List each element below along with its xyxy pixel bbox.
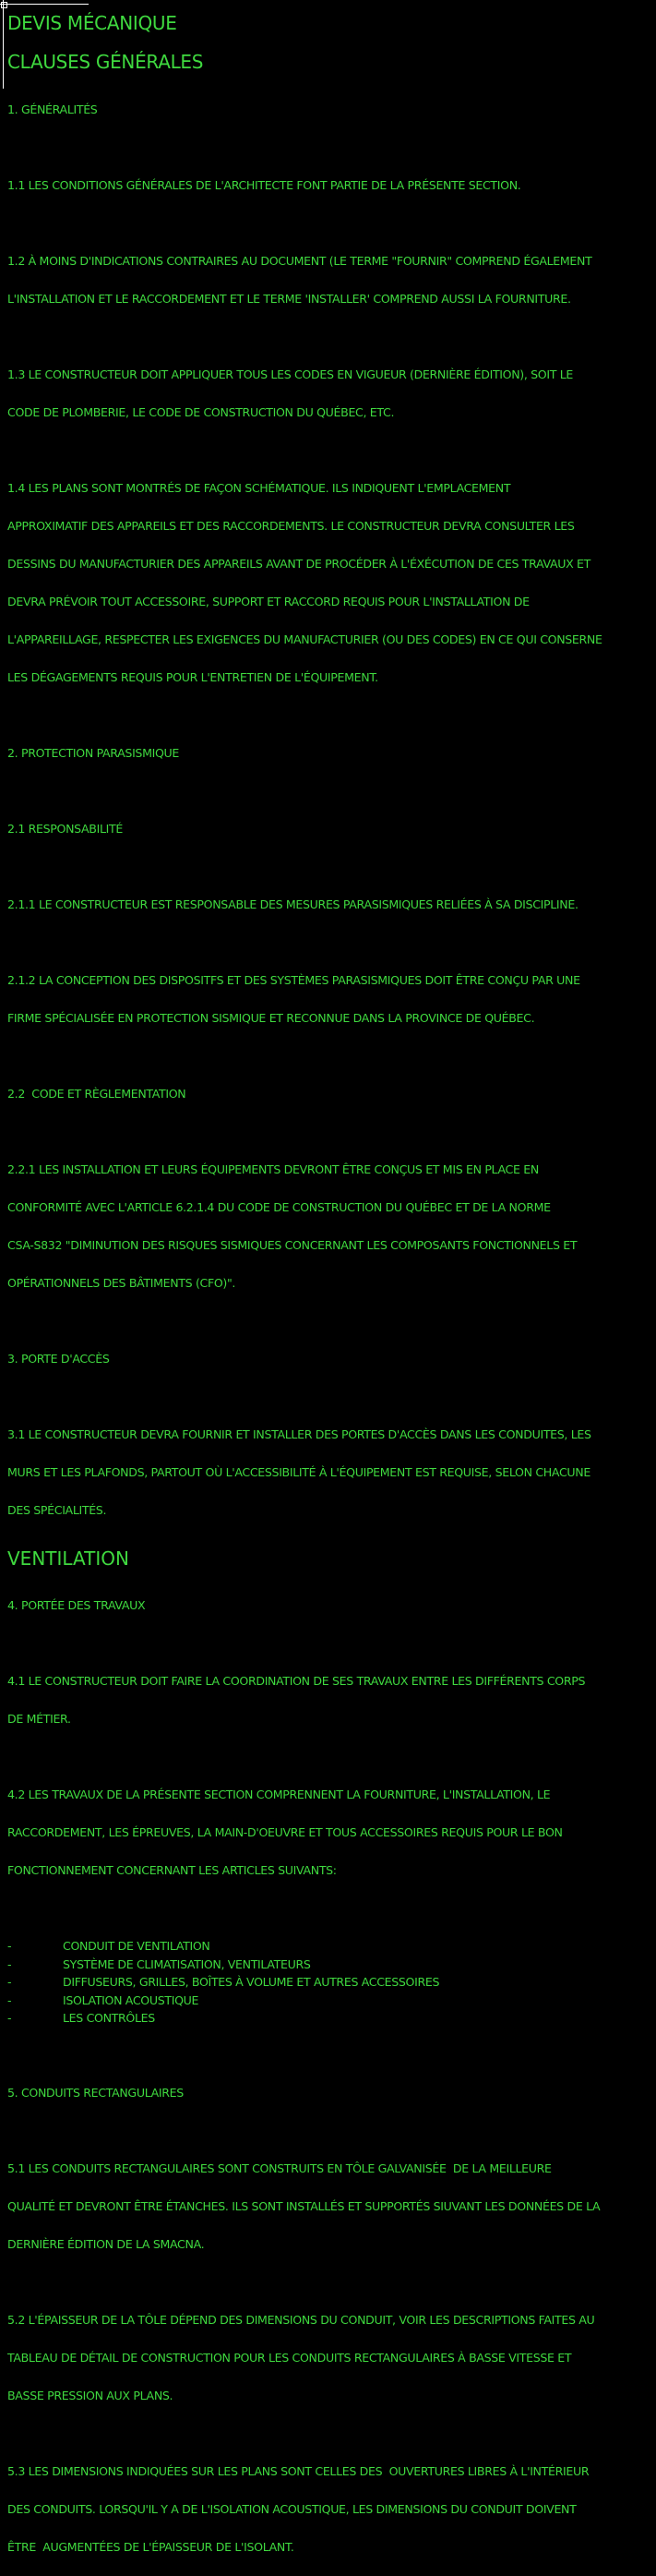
crosshair-cursor-vertical bbox=[3, 0, 4, 89]
list-item-label: LES CONTRÔLES bbox=[63, 2009, 155, 2028]
document-title[interactable]: DEVIS MÉCANIQUE bbox=[7, 9, 649, 37]
subsection-2-1-heading[interactable]: 2.1 RESPONSABILITÉ bbox=[7, 820, 649, 839]
clause-2-1-1[interactable]: 2.1.1 LE CONSTRUCTEUR EST RESPONSABLE DES MESURES PARASISMIQUES RELIÉES À SA DISCIPLINE. bbox=[7, 896, 649, 915]
ducts-text bbox=[7, 2028, 649, 2576]
subsection-2-2-heading[interactable]: 2.2 CODE ET RÈGLEMENTATION bbox=[7, 1085, 649, 1104]
list-item[interactable] bbox=[7, 2009, 649, 2028]
clause-1-4-line[interactable]: LES DÉGAGEMENTS REQUIS POUR L'ENTRETIEN DE L'ÉQUIPEMENT. bbox=[7, 668, 649, 688]
list-item-label: DIFFUSEURS, GRILLES, BOÎTES À VOLUME ET AUTRES ACCESSOIRES bbox=[63, 1973, 439, 1992]
document-subtitle[interactable]: CLAUSES GÉNÉRALES bbox=[7, 48, 649, 76]
clause-3-1-line[interactable]: 3.1 LE CONSTRUCTEUR DEVRA FOURNIR ET INSTALLER DES PORTES D'ACCÈS DANS LES CONDUITES, LES bbox=[7, 1426, 649, 1445]
list-item[interactable] bbox=[7, 1973, 649, 1992]
section-4-heading[interactable]: 4. PORTÉE DES TRAVAUX bbox=[7, 1596, 649, 1616]
clause-4-2-line[interactable]: 4.2 LES TRAVAUX DE LA PRÉSENTE SECTION COMPRENNENT LA FOURNITURE, L'INSTALLATION, LE bbox=[7, 1786, 649, 1805]
clause-1-4-line[interactable]: L'APPAREILLAGE, RESPECTER LES EXIGENCES DU MANUFACTURIER (OU DES CODES) EN CE QUI CONSERNE bbox=[7, 631, 649, 650]
ventilation-heading[interactable]: VENTILATION bbox=[7, 1545, 649, 1572]
clause-3-1-line[interactable]: MURS ET LES PLAFONDS, PARTOUT OÙ L'ACCESSIBILITÉ À L'ÉQUIPEMENT EST REQUISE, SELON CHACUNE bbox=[7, 1463, 649, 1483]
section-3-heading[interactable]: 3. PORTE D'ACCÈS bbox=[7, 1350, 649, 1369]
clause-1-3-line[interactable]: CODE DE PLOMBERIE, LE CODE DE CONSTRUCTION DU QUÉBEC, ETC. bbox=[7, 403, 649, 423]
clause-3-1-line[interactable]: DES SPÉCIALITÉS. bbox=[7, 1501, 649, 1521]
clause-1-3-line[interactable]: 1.3 LE CONSTRUCTEUR DOIT APPLIQUER TOUS LES CODES EN VIGUEUR (DERNIÈRE ÉDITION), SOIT LE bbox=[7, 366, 649, 385]
clause-1-4-line[interactable]: APPROXIMATIF DES APPAREILS ET DES RACCORDEMENTS. LE CONSTRUCTEUR DEVRA CONSULTER LES bbox=[7, 517, 649, 536]
clause-2-2-1-line[interactable]: 2.2.1 LES INSTALLATION ET LEURS ÉQUIPEMENTS DEVRONT ÊTRE CONÇUS ET MIS EN PLACE EN bbox=[7, 1161, 649, 1180]
bullet-dash: - bbox=[7, 2009, 63, 2028]
bullet-dash: - bbox=[7, 1992, 63, 2010]
clause-5-3-line[interactable]: DES CONDUITS. LORSQU'IL Y A DE L'ISOLATION ACOUSTIQUE, LES DIMENSIONS DU CONDUIT DOIVENT bbox=[7, 2500, 649, 2520]
clause-2-1-2-line[interactable]: 2.1.2 LA CONCEPTION DES DISPOSITFS ET DES SYSTÈMES PARASISMIQUES DOIT ÊTRE CONÇU PAR UNE bbox=[7, 971, 649, 991]
clause-2-2-1-line[interactable]: CSA-S832 "DIMINUTION DES RISQUES SISMIQUES CONCERNANT LES COMPOSANTS FONCTIONNELS ET bbox=[7, 1236, 649, 1256]
list-item[interactable] bbox=[7, 1956, 649, 1974]
clause-5-3-line[interactable]: ÊTRE AUGMENTÉES DE L'ÉPAISSEUR DE L'ISOLANT. bbox=[7, 2538, 649, 2558]
clause-1-2-line[interactable]: L'INSTALLATION ET LE RACCORDEMENT ET LE TERME 'INSTALLER' COMPREND AUSSI LA FOURNITURE. bbox=[7, 290, 649, 309]
clause-4-2-line[interactable]: FONCTIONNEMENT CONCERNANT LES ARTICLES SUIVANTS: bbox=[7, 1861, 649, 1881]
clause-1-4-line[interactable]: DESSINS DU MANUFACTURIER DES APPAREILS AVANT DE PROCÉDER À L'ÉXÉCUTION DE CES TRAVAUX ET bbox=[7, 555, 649, 574]
section-5-heading[interactable]: 5. CONDUITS RECTANGULAIRES bbox=[7, 2084, 649, 2103]
clause-1-4-line[interactable]: DEVRA PRÉVOIR TOUT ACCESSOIRE, SUPPORT ET RACCORD REQUIS POUR L'INSTALLATION DE bbox=[7, 593, 649, 612]
clause-2-2-1-line[interactable]: OPÉRATIONNELS DES BÂTIMENTS (CFO)". bbox=[7, 1274, 649, 1294]
list-item[interactable] bbox=[7, 1937, 649, 1956]
clause-5-1-line[interactable]: DERNIÈRE ÉDITION DE LA SMACNA. bbox=[7, 2235, 649, 2255]
clause-5-2-line[interactable]: BASSE PRESSION AUX PLANS. bbox=[7, 2387, 649, 2406]
clause-5-2-line[interactable]: TABLEAU DE DÉTAIL DE CONSTRUCTION POUR LES CONDUITS RECTANGULAIRES À BASSE VITESSE ET bbox=[7, 2349, 649, 2368]
clause-2-2-1-line[interactable]: CONFORMITÉ AVEC L'ARTICLE 6.2.1.4 DU CODE DE CONSTRUCTION DU QUÉBEC ET DE LA NORME bbox=[7, 1198, 649, 1218]
section-1-heading[interactable]: 1. GÉNÉRALITÉS bbox=[7, 101, 649, 120]
crosshair-cursor-horizontal bbox=[0, 4, 89, 5]
general-clauses-text bbox=[7, 81, 649, 1539]
bullet-dash: - bbox=[7, 1956, 63, 1974]
clause-5-1-line[interactable]: 5.1 LES CONDUITS RECTANGULAIRES SONT CONSTRUITS EN TÔLE GALVANISÉE DE LA MEILLEURE bbox=[7, 2160, 649, 2179]
scope-bullet-list bbox=[7, 1937, 649, 2028]
clause-2-1-2-line[interactable]: FIRME SPÉCIALISÉE EN PROTECTION SISMIQUE ET RECONNUE DANS LA PROVINCE DE QUÉBEC. bbox=[7, 1009, 649, 1029]
clause-1-1[interactable]: 1.1 LES CONDITIONS GÉNÉRALES DE L'ARCHITECTE FONT PARTIE DE LA PRÉSENTE SECTION. bbox=[7, 176, 649, 196]
clause-5-2-line[interactable]: 5.2 L'ÉPAISSEUR DE LA TÔLE DÉPEND DES DIMENSIONS DU CONDUIT, VOIR LES DESCRIPTIONS FAITES AU bbox=[7, 2311, 649, 2330]
bullet-dash: - bbox=[7, 1937, 63, 1956]
clause-4-2-line[interactable]: RACCORDEMENT, LES ÉPREUVES, LA MAIN-D'OEUVRE ET TOUS ACCESSOIRES REQUIS POUR LE BON bbox=[7, 1824, 649, 1843]
crosshair-cursor-pickbox bbox=[1, 2, 7, 8]
clause-4-1-line[interactable]: DE MÉTIER. bbox=[7, 1710, 649, 1729]
clause-1-2-line[interactable]: 1.2 À MOINS D'INDICATIONS CONTRAIRES AU DOCUMENT (LE TERME "FOURNIR" COMPREND ÉGALEMENT bbox=[7, 252, 649, 271]
list-item-label: CONDUIT DE VENTILATION bbox=[63, 1937, 210, 1956]
clause-5-3-line[interactable]: 5.3 LES DIMENSIONS INDIQUÉES SUR LES PLANS SONT CELLES DES OUVERTURES LIBRES À L'INTÉRIEUR bbox=[7, 2462, 649, 2482]
section-2-heading[interactable]: 2. PROTECTION PARASISMIQUE bbox=[7, 744, 649, 764]
list-item-label: SYSTÈME DE CLIMATISATION, VENTILATEURS bbox=[63, 1956, 311, 1974]
clause-1-4-line[interactable]: 1.4 LES PLANS SONT MONTRÉS DE FAÇON SCHÉMATIQUE. ILS INDIQUENT L'EMPLACEMENT bbox=[7, 479, 649, 499]
bullet-dash: - bbox=[7, 1973, 63, 1992]
list-item[interactable] bbox=[7, 1992, 649, 2010]
spec-document bbox=[7, 9, 649, 2576]
ventilation-text bbox=[7, 1578, 649, 1938]
clause-4-1-line[interactable]: 4.1 LE CONSTRUCTEUR DOIT FAIRE LA COORDINATION DE SES TRAVAUX ENTRE LES DIFFÉRENTS CORPS bbox=[7, 1672, 649, 1691]
clause-5-1-line[interactable]: QUALITÉ ET DEVRONT ÊTRE ÉTANCHES. ILS SONT INSTALLÉS ET SUPPORTÉS SIUVANT LES DONNÉES DE LA bbox=[7, 2197, 649, 2217]
list-item-label: ISOLATION ACOUSTIQUE bbox=[63, 1992, 198, 2010]
